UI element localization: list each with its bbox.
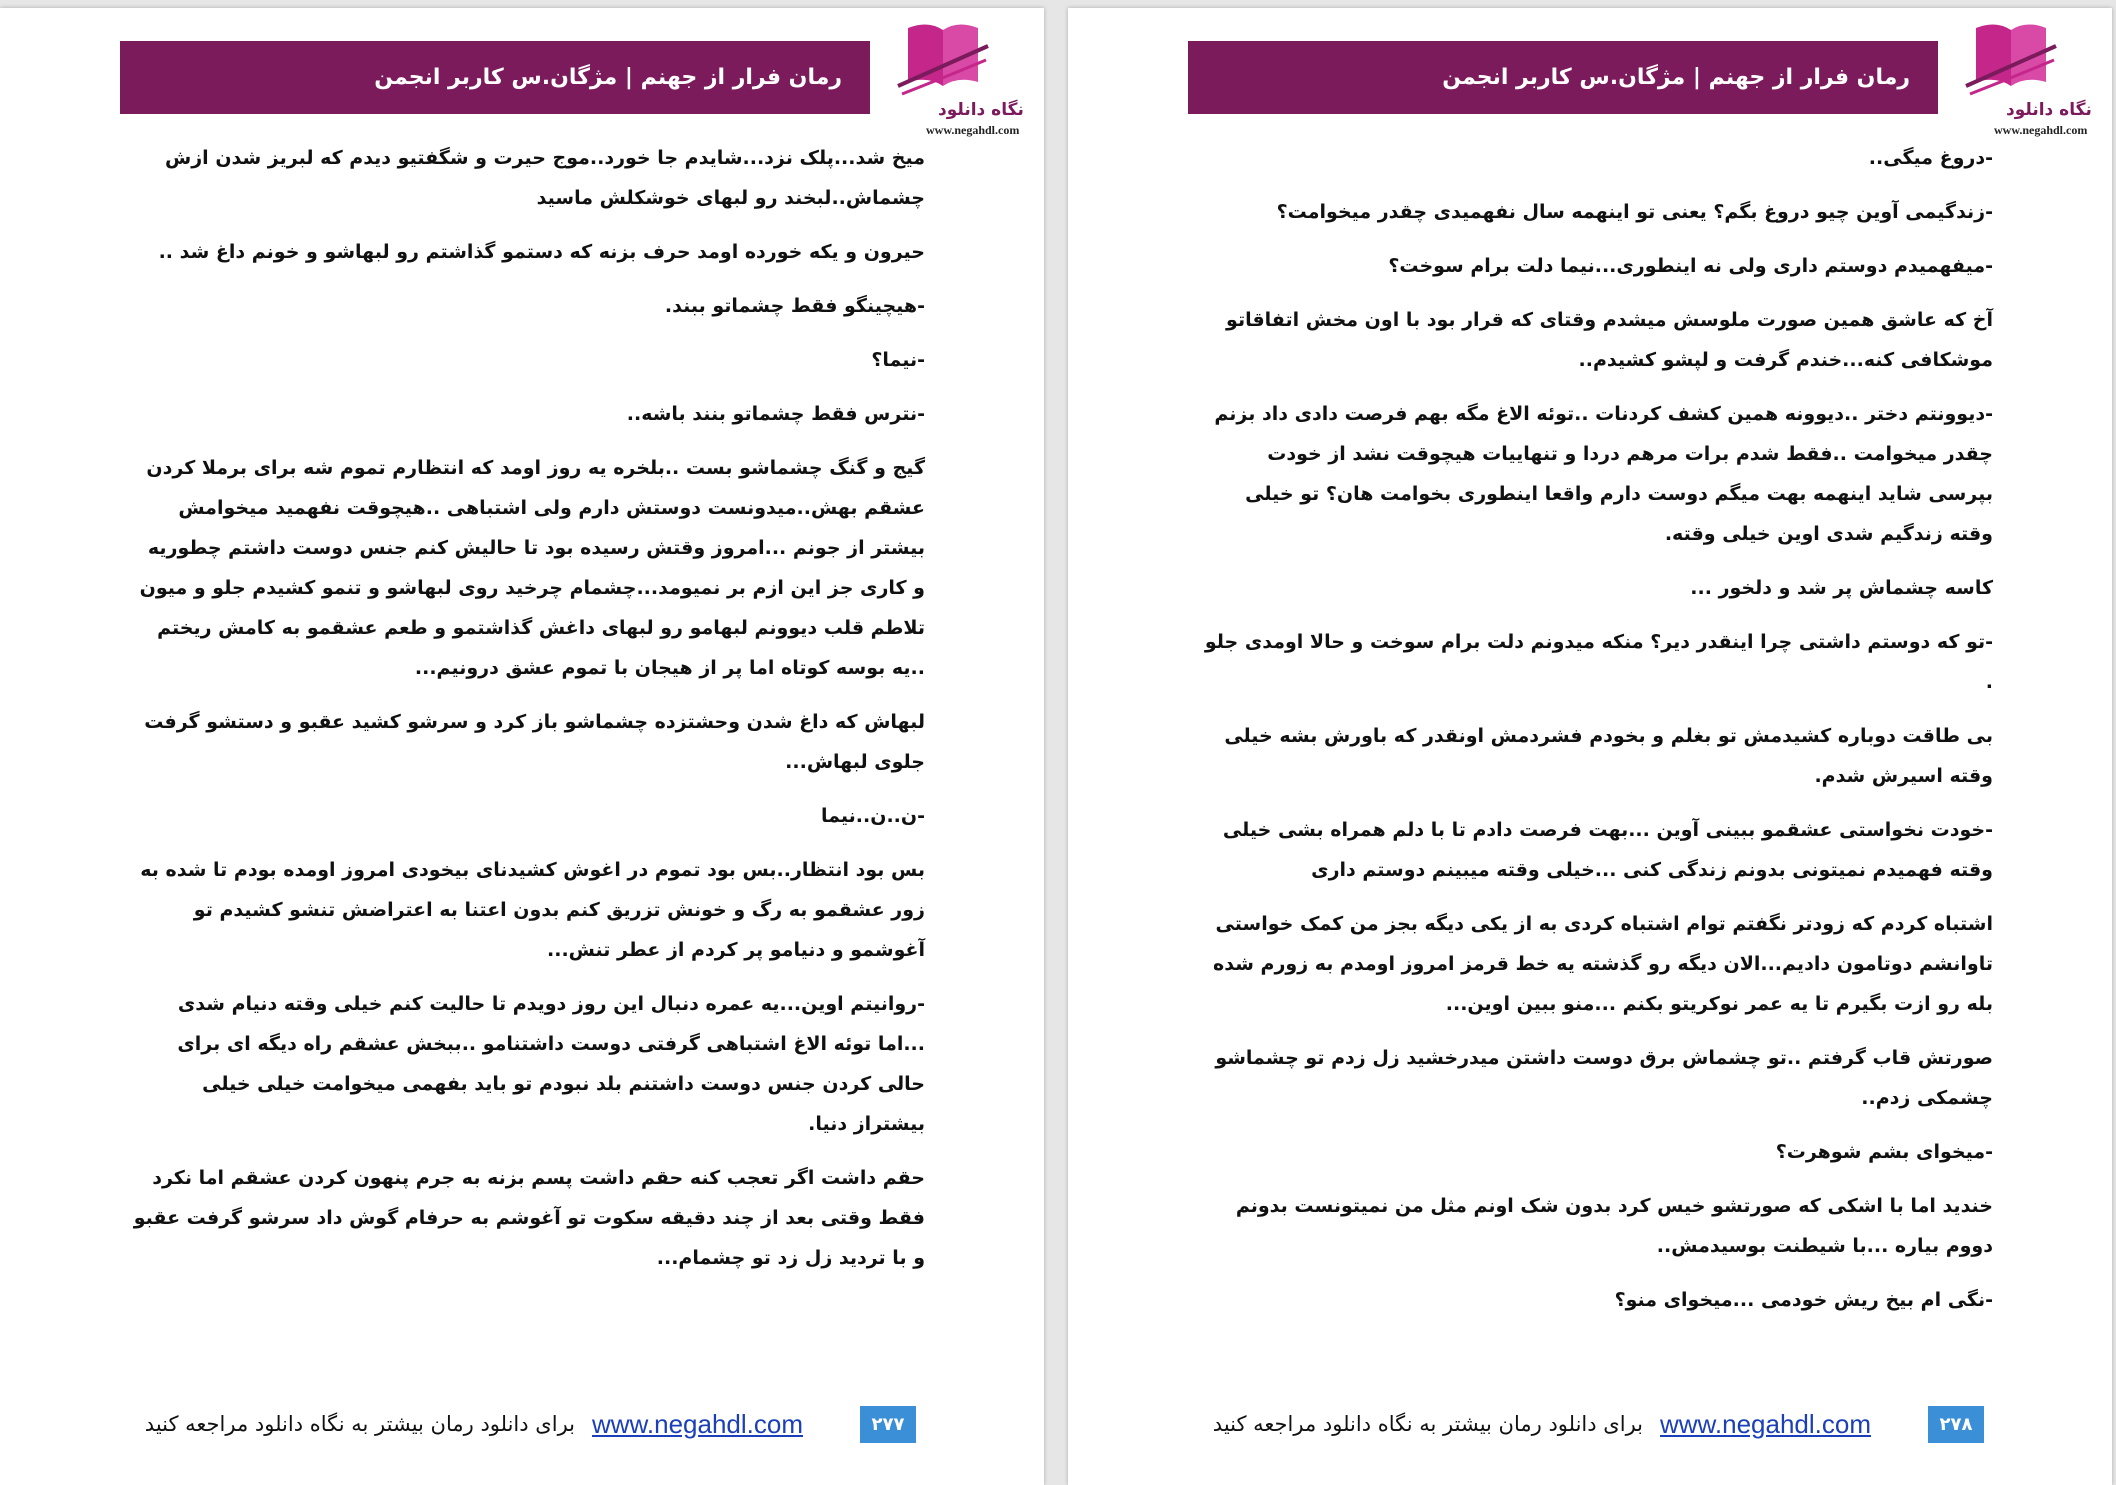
paragraph: حقم داشت اگر تعجب کنه حقم داشت پسم بزنه به جرم پنهون کردن عشقم اما نکرد فقط وقتی بعد از چند دقیقه سکوت تو آغوشم به حرفام گوش داد سرشو گرفت عقبو و با تردید زل زد تو چشمام... (133, 1167, 925, 1269)
negahdl-logo (818, 16, 1033, 146)
paragraph: صورتش قاب گرفتم ..تو چشماش برق دوست داشتن میدرخشید زل زدم تو چشماشو چشمکی زدم.. (1215, 1047, 1993, 1109)
paragraph: -خودت نخواستی عشقمو ببینی آوین ...بهت فرصت دادم تا با دلم همراه بشی خیلی وقته فهمیدم نمیتونی بدونم زندگی کنی ...خیلی وقته میبینم دوستم داری (1222, 819, 1993, 881)
paragraph: -ن..ن..نیما (821, 805, 925, 827)
paragraph: میخ شد...پلک نزد...شایدم جا خورد..موج حیرت و شگفتیو دیدم که لبریز شدن ازش چشماش..لبخند رو لبهای خوشکلش ماسید (165, 147, 925, 209)
logo-url: www.negahdl.com (926, 123, 1020, 137)
paragraph: خندید اما با اشکی که صورتشو خیس کرد بدون شک اونم مثل من نمیتونست بدونم دووم بیاره ...با شیطنت بوسیدمش.. (1235, 1195, 1993, 1257)
paragraph: -زندگیمی آوین چیو دروغ بگم؟ یعنی تو اینهمه سال نفهمیدی چقدر میخوامت؟ (1276, 201, 1993, 223)
paragraph: گیج و گنگ چشماشو بست ..بلخره یه روز اومد که انتظارم تموم شه برای برملا کردن عشقم بهش..میدونست دوستش دارم ولی اشتباهی ..هیچوقت نفهمید میخوامش بیشتر از جونم ...امروز وقتش رسیده بود تا حالیش کنم جنس دوست داشتم چطوریه و کاری جز این ازم بر نمیومد...چشمام چرخید روی لبهاشو و تنمو کشیدم جلو و میون تلاطم قلب دیوونم لبهامو رو لبهای داغش گذاشتمو و طعم عشقمو به کامش ریختم ..یه بوسه کوتاه اما پر از هیجان با تموم عشق درونیم... (139, 457, 925, 679)
paragraph: -میخوای بشم شوهرت؟ (1775, 1141, 1993, 1163)
paragraph: -میفهمیدم دوستم داری ولی نه اینطوری...نیما دلت برام سوخت؟ (1388, 255, 1993, 277)
page-body (130, 138, 925, 1292)
page-278 (1068, 8, 2112, 1485)
footer-link[interactable]: www.negahdl.com (592, 1409, 803, 1439)
paragraph: آخ که عاشق همین صورت ملوسش میشدم وقتای که قرار بود با اون مخش اتفاقاتو موشکافی کنه...خندم گرفت و لپشو کشیدم.. (1226, 309, 1993, 371)
paragraph: -هیچینگو فقط چشماتو ببند. (664, 295, 925, 317)
book-logo-icon (1956, 16, 2066, 101)
paragraph: اشتباه کردم که زودتر نگفتم توام اشتباه کردی به از یکی دیگه بجز من کمک خواستی تاوانشم دوتامون دادیم...الان دیگه رو گذشته یه خط قرمز امروز اومدم به زورم شده بله رو ازت بگیرم تا یه عمر نوکریتو بکنم ...منو ببین اوین... (1213, 913, 1993, 1015)
paragraph: -نگی ام بیخ ریش خودمی ...میخوای منو؟ (1614, 1289, 1993, 1311)
header-bar (120, 41, 870, 114)
logo-url: www.negahdl.com (1994, 123, 2088, 137)
paragraph: بی طاقت دوباره کشیدمش تو بغلم و بخودم فشردمش اونقدر که باورش بشه خیلی وقته اسیرش شدم. (1224, 725, 1993, 787)
book-logo-icon (888, 16, 998, 101)
logo-text: نگاه دانلود (2006, 100, 2092, 120)
header-title: رمان فرار از جهنم | مژگان.س کاربر انجمن (1442, 65, 1910, 90)
page-number: ۲۷۷ (860, 1406, 916, 1443)
paragraph: -نیما؟ (871, 349, 925, 371)
paragraph: حیرون و یکه خورده اومد حرف بزنه که دستمو گذاشتم رو لبهاشو و خونم داغ شد .. (158, 241, 925, 263)
paragraph: -تو که دوستم داشتی چرا اینقدر دیر؟ منکه میدونم دلت برام سوخت و حالا اومدی جلو . (1204, 631, 1993, 693)
logo-text: نگاه دانلود (938, 100, 1024, 120)
footer-text: برای دانلود رمان بیشتر به نگاه دانلود مراجعه کنید (1212, 1412, 1643, 1436)
paragraph: -دیوونتم دختر ..دیوونه همین کشف کردنات ..توئه الاغ مگه بهم فرصت دادی داد بزنم چقدر میخوامت ..فقط شدم برات مرهم دردا و تنهاییات هیچوقت نشد از خودت بپرسی شاید اینهمه بهت میگم دوست دارم واقعا اینطوری بخوامت هان؟ تو خیلی وقته زندگیم شدی اوین خیلی وقته. (1214, 403, 1993, 545)
page-277 (0, 8, 1044, 1485)
header-title: رمان فرار از جهنم | مژگان.س کاربر انجمن (374, 65, 842, 90)
paragraph: -نترس فقط چشماتو بنند باشه.. (626, 403, 925, 425)
page-number: ۲۷۸ (1928, 1406, 1984, 1443)
header-bar (1188, 41, 1938, 114)
footer-text: برای دانلود رمان بیشتر به نگاه دانلود مراجعه کنید (144, 1412, 575, 1436)
paragraph: بس بود انتظار..بس بود تموم در اغوش کشیدنای بیخودی امروز اومده بودم تا شده به زور عشقمو به رگ و خونش تزریق کنم بدون اعتنا به اعتراضش تنشو کشیدم تو آغوشمو و دنیامو پر کردم از عطر تنش... (140, 859, 925, 961)
footer-link[interactable]: www.negahdl.com (1660, 1409, 1871, 1439)
paragraph: -روانیتم اوین...یه عمره دنبال این روز دویدم تا حالیت کنم خیلی وقته دنیام شدی ...اما توئه الاغ اشتباهی گرفتی دوست داشتنامو ..ببخش عشقم راه دیگه ای برای حالی کردن جنس دوست داشتنم بلد نبودم تو باید بفهمی میخوامت خیلی خیلی بیشتراز دنیا. (177, 993, 925, 1135)
page-body (1198, 138, 1993, 1334)
paragraph: -دروغ میگی.. (1868, 147, 1993, 169)
paragraph: لبهاش که داغ شدن وحشتزده چشماشو باز کرد و سرشو کشید عقبو و دستشو گرفت جلوی لبهاش... (144, 711, 925, 773)
paragraph: کاسه چشماش پر شد و دلخور ... (1690, 577, 1993, 599)
negahdl-logo (1886, 16, 2101, 146)
